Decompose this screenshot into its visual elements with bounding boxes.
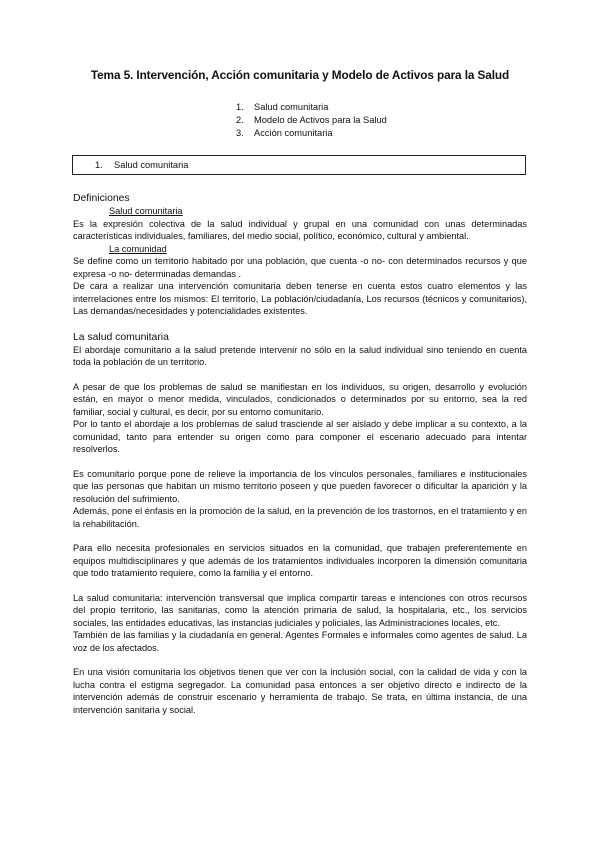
paragraph: A pesar de que los problemas de salud se manifiestan en los individuos, su origen, desarrollo y evolución están, en mayor o menor medida, vinculados, condicionados o determinados por su entorno, sea la red familiar, social y cultural, es decir, por su entorno comunitario. — [73, 381, 527, 417]
paragraph: La salud comunitaria: intervención transversal que implica compartir tareas e intenciones con otros recursos del propio territorio, las sanitarias, como la atención primaria de salud, la hospitalaria, etc., los servicios sociales, las entidades educativas, las instancias judiciales y policiales, las Administraciones locales, etc. — [73, 592, 527, 628]
paragraph: De cara a realizar una intervención comunitaria deben tenerse en cuenta estos cuatro elementos y las interrelaciones entre los mismos: El territorio, La población/ciudadanía, Los recursos (técnicos y comunitarios), Las demandas/necesidades y potencialidades existentes. — [73, 281, 527, 316]
toc-item: 2. Modelo de Activos para la Salud — [236, 115, 387, 126]
term-la-comunidad: La comunidad — [109, 243, 167, 254]
paragraph: Es la expresión colectiva de la salud individual y grupal en una comunidad con unas determinadas características individuales, familiares, del medio social, político, económico, cultural y ambiental. — [73, 218, 527, 241]
toc-item: 1. Salud comunitaria — [236, 102, 329, 112]
document-title: Tema 5. Intervención, Acción comunitaria y Modelo de Activos para la Salud — [90, 68, 510, 82]
paragraph: Se define como un territorio habitado por una población, que cuenta -o no- con determinados recursos y que expresa -o no- determinadas demandas . — [73, 256, 527, 279]
paragraph: El abordaje comunitario a la salud pretende intervenir no sólo en la salud individual sino teniendo en cuenta toda la población de un territorio. — [73, 344, 527, 367]
paragraph: En una visión comunitaria los objetivos tienen que ver con la inclusión social, con la calidad de vida y con la lucha contra el estigma segregador. La comunidad pasa entonces a ser objetivo directo e indirecto de la intervención además de construir escenario y herramienta de trabajo. Se trata, en última instancia, de una intervención sanitaria y social. — [73, 667, 527, 715]
salud-comunitaria-heading: La salud comunitaria — [73, 331, 169, 343]
term-salud-comunitaria: Salud comunitaria — [109, 206, 183, 216]
definiciones-heading: Definiciones — [73, 193, 130, 204]
section-label: Salud comunitaria — [114, 160, 189, 170]
paragraph: Es comunitario porque pone de relieve la importancia de los vínculos personales, familiares e institucionales que las personas que habitan un mismo territorio poseen y que pueden favorecer o dificultar la aparición y la resolución del sufrimiento. — [73, 468, 527, 504]
paragraph: Para ello necesita profesionales en servicios situados en la comunidad, que trabajen preferentemente en equipos multidisciplinares y que además de los tratamientos individuales incorporen la dimensión comunitaria que todo tratamiento requiere, como la familia y el entorno. — [73, 543, 527, 578]
paragraph: Además, pone el énfasis en la promoción de la salud, en la prevención de los trastornos, en el tratamiento y en la rehabilitación. — [73, 506, 527, 529]
section-header-box — [72, 155, 526, 175]
paragraph: También de las familias y la ciudadanía en general. Agentes Formales e informales como agentes de salud. La voz de los afectados. — [73, 630, 527, 653]
section-number: 1. — [95, 160, 103, 170]
document-body — [73, 192, 527, 716]
toc-item: 3. Acción comunitaria — [236, 128, 333, 139]
paragraph: Por lo tanto el abordaje a los problemas de salud trasciende al ser aislado y debe implicar a su contexto, a la comunidad, tanto para entender su origen como para componer el escenario adecuado para intentar resolverlos. — [73, 419, 527, 454]
table-of-contents — [236, 101, 387, 141]
